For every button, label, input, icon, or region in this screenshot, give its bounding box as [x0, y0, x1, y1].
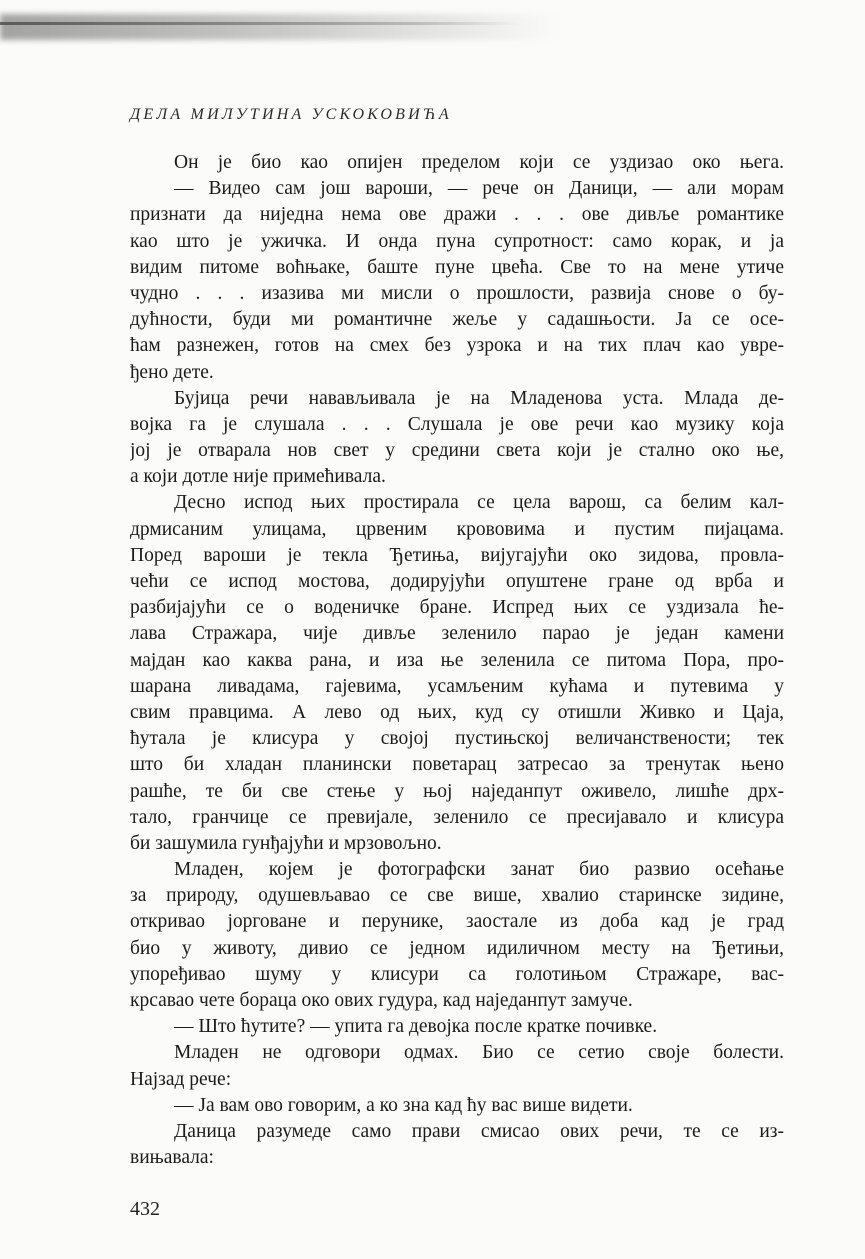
text-line: свим правцима. А лево од њих, куд су отишли Живко и Цаја,: [130, 701, 784, 723]
scan-edge-shadow: [0, 14, 560, 40]
text-line: Младен, којем је фотографски занат био развио осећање: [174, 859, 784, 881]
text-line: чећи се испод мостова, додирујући опуштене гране од врба и: [130, 571, 784, 592]
text-line: упоређивао шуму у клисури са голотињом Стражаре, вас-: [130, 963, 784, 985]
text-line: — Видео сам још вароши, — рече он Даници, — али морам: [174, 178, 784, 200]
text-line: војка га је слушала . . . Слушала је ове речи као музику која: [130, 413, 784, 435]
text-line: био у животу, дивио се једном идиличном месту на Ђетињи,: [130, 937, 784, 959]
text-line: ћутала је клисура у својој пустињској величанствености; тек: [130, 728, 784, 750]
text-line: — Ја вам ово говорим, а ко зна кад ћу вас више видети.: [174, 1094, 633, 1116]
text-line: крсавао чете бораца око ових гудура, кад наједанпут замуче.: [130, 990, 633, 1011]
text-line: јој је отварала нов свет у средини света који је стално око ње,: [130, 440, 784, 462]
text-line: дрмисаним улицама, црвеним крововима и пустим пијацама.: [130, 518, 784, 540]
text-line: — Што ћутите? — упита га девојка после кратке почивке.: [174, 1016, 658, 1038]
text-line: Бујица речи навављивала је на Младенова уста. Млада де-: [174, 387, 784, 409]
running-head: ДЕЛА МИЛУТИНА УСКОКОВИЋА: [130, 106, 452, 123]
text-line: признати да ниједна нема ове дражи . . . ове дивље романтике: [130, 204, 784, 226]
text-line: Младен не одговори одмах. Био се сетио своје болести.: [174, 1042, 784, 1064]
page-number: 432: [130, 1198, 160, 1220]
text-line: а који дотле није примећивала.: [130, 466, 386, 488]
text-line: видим питоме воћњаке, баште пуне цвећа. Све то на мене утиче: [130, 256, 784, 278]
text-line: разбијајући се о воденичке бране. Испред њих се уздизала ће-: [130, 597, 784, 619]
text-line: Десно испод њих простирала се цела варош, са белим кал-: [174, 492, 784, 514]
text-line: откривао јорговане и перунике, заостале из доба кад је град: [130, 911, 784, 933]
body-text: [130, 150, 784, 1171]
text-line: шарана ливадама, гајевима, усамљеним кућама и путевима у: [130, 675, 784, 697]
text-line: за природу, одушевљавао се све више, хвалио старинске зидине,: [130, 885, 784, 907]
text-line: Даница разумеде само прави смисао ових речи, те се из-: [174, 1120, 784, 1142]
text-line: Он је био као опијен пределом који се уздизао око њега.: [174, 152, 784, 173]
text-line: тало, гранчице се превијале, зеленило се пресијавало и клисура: [130, 806, 784, 828]
text-line: рашће, те би све стење у њој наједанпут оживело, лишће дрх-: [130, 780, 784, 802]
text-line: ћам разнежен, готов на смех без узрока и на тих плач као увре-: [130, 335, 784, 357]
text-line: што би хладан планински поветарац затресао за тренутак њено: [130, 754, 784, 776]
text-line: би зашумила гунђајући и мрзовољно.: [130, 832, 442, 854]
text-line: мајдан као каква рана, и иза ње зеленила се питома Пора, про-: [130, 649, 784, 671]
text-line: Поред вароши је текла Ђетиња, вијугајући око зидова, провла-: [130, 544, 784, 566]
scan-edge-line: [0, 22, 520, 25]
text-line: као што је ужичка. И онда пуна супротност: само корак, и ја: [130, 230, 784, 252]
text-line: лава Стражара, чије дивље зеленило парао је један камени: [130, 623, 784, 645]
text-line: ђено дете.: [130, 361, 214, 383]
text-line: дућности, буди ми романтичне жеље у садашњости. Ја се осе-: [130, 309, 784, 331]
text-line: вињавала:: [130, 1147, 214, 1169]
text-line: Најзад рече:: [130, 1068, 232, 1090]
text-line: чудно . . . изазива ми мисли о прошлости, развија снове о бу-: [130, 282, 784, 304]
